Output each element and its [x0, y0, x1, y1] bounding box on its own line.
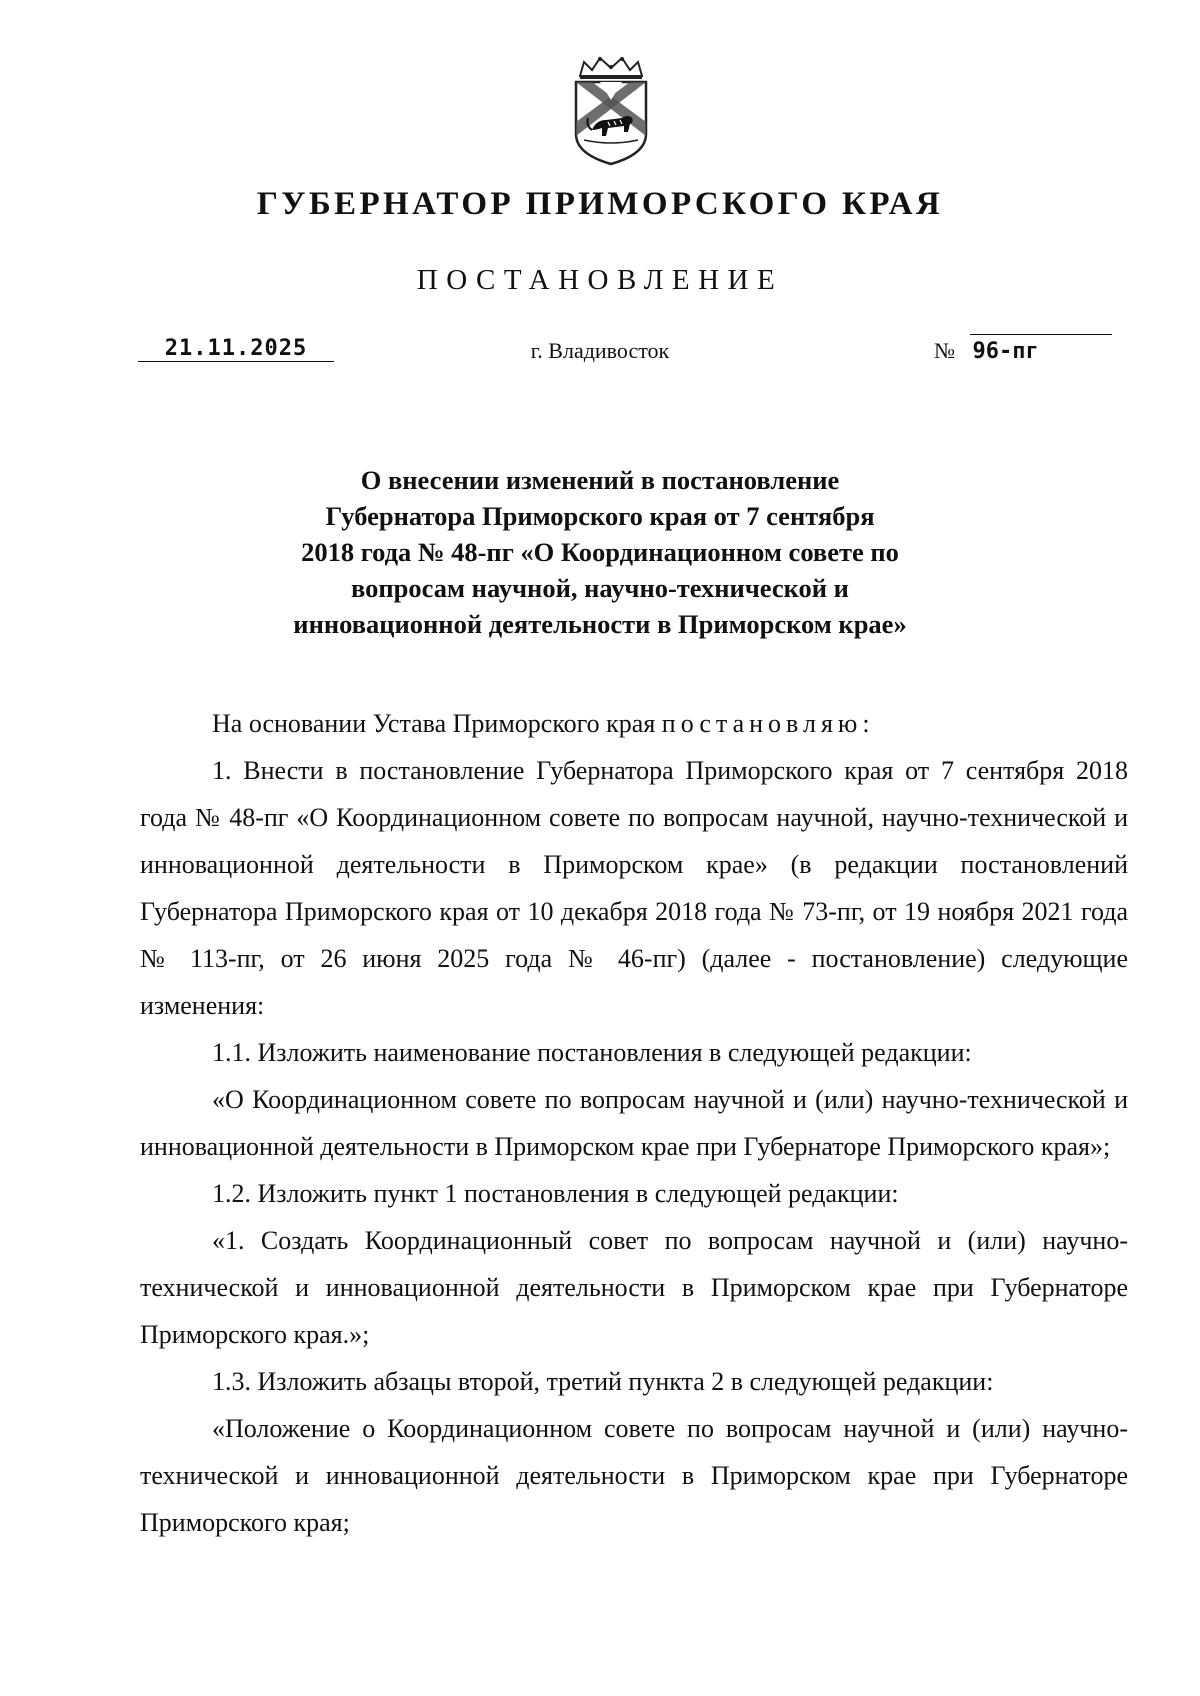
clause-1-1-quote: «О Координационном совете по вопросам научной и (или) научно-технической и инновационной деятельности в Приморском крае при Губернаторе Приморского края»; — [140, 1085, 1128, 1161]
document-meta-line — [0, 336, 1200, 376]
document-number: 96-пг — [972, 339, 1039, 364]
clause-1-2: 1.2. Изложить пункт 1 постановления в следующей редакции: — [212, 1179, 899, 1208]
document-date: 21.11.2025 — [164, 336, 308, 361]
title-line: инновационной деятельности в Приморском крае» — [293, 609, 907, 639]
title-line: 2018 года № 48-пг «О Координационном совете по — [301, 537, 899, 567]
clause-1-3: 1.3. Изложить абзацы второй, третий пункта 2 в следующей редакции: — [212, 1367, 994, 1396]
clause-1-2-quote: «1. Создать Координационный совет по вопросам научной и (или) научно-технической и инновационной деятельности в Приморском крае при Губернаторе Приморского края.»; — [140, 1226, 1128, 1349]
document-type: ПОСТАНОВЛЕНИЕ — [416, 264, 784, 296]
coat-of-arms-icon — [570, 56, 652, 168]
document-title — [250, 462, 950, 642]
number-sign: № — [934, 338, 955, 363]
number-underline — [970, 334, 1112, 335]
decree-word: постановляю — [661, 709, 863, 738]
document-body — [140, 700, 1128, 1546]
clause-1-3-quote: «Положение о Координационном совете по вопросам научной и (или) научно-технической и инновационной деятельности в Приморском крае при Губернаторе Приморского края; — [140, 1414, 1128, 1537]
authority-heading: ГУБЕРНАТОР ПРИМОРСКОГО КРАЯ — [256, 186, 944, 222]
document-city: г. Владивосток — [530, 338, 670, 363]
intro-paragraph — [140, 700, 1128, 747]
number-field — [934, 338, 1039, 364]
title-line: О внесении изменений в постановление — [360, 465, 840, 495]
intro-colon: : — [862, 709, 870, 738]
title-line: вопросам научной, научно-технической и — [351, 573, 849, 603]
clause-1: 1. Внести в постановление Губернатора Приморского края от 7 сентября 2018 года № 48-пг «О Координационном совете по вопросам научной, научно-технической и инновационной деятельности в Приморском крае» (в редакции постановлений Губернатора Приморского края от 10 декабря 2018 года № 73-пг, от 19 ноября 2021 года № 113-пг, от 26 июня 2025 года № 46-пг) (далее - постановление) следующие изменения: — [140, 756, 1128, 1020]
intro-text: На основании Устава Приморского края — [212, 709, 662, 738]
clause-1-1: 1.1. Изложить наименование постановления в следующей редакции: — [212, 1038, 972, 1067]
title-line: Губернатора Приморского края от 7 сентября — [325, 501, 875, 531]
